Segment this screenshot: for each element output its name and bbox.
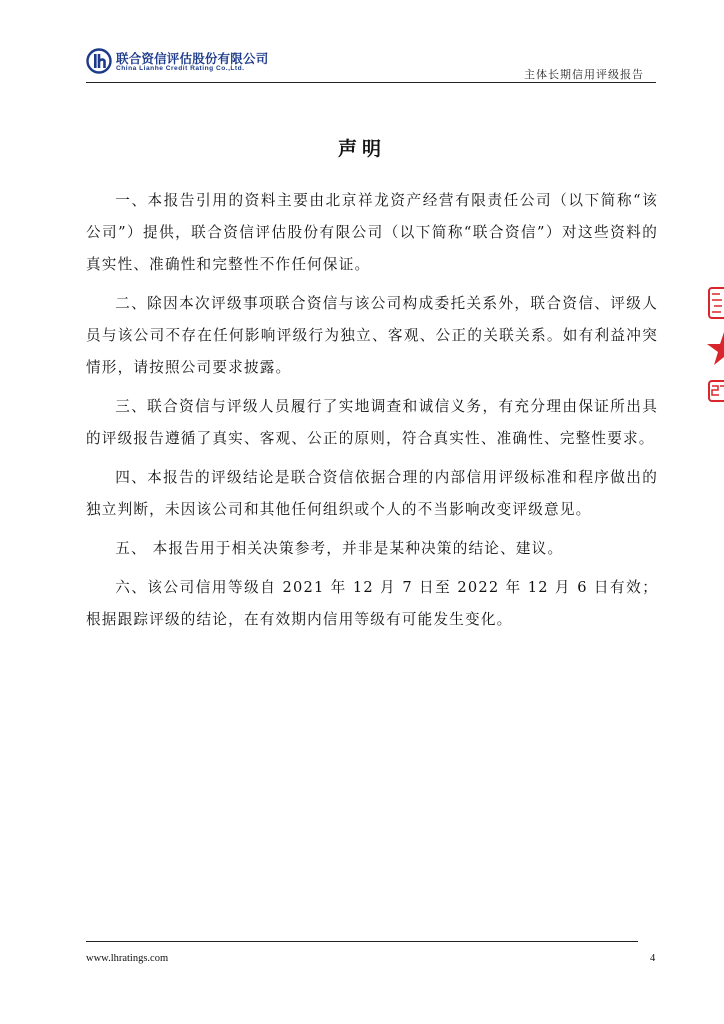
statement-paragraph: 四、本报告的评级结论是联合资信依据合理的内部信用评级标准和程序做出的独立判断，未因该公司和其他任何组织或个人的不当影响改变评级意见。 [86, 469, 658, 518]
page-title: 声明 [337, 138, 386, 160]
statement-body [86, 185, 658, 643]
statement-paragraph: 一、本报告引用的资料主要由北京祥龙资产经营有限责任公司（以下简称“该公司”）提供，联合资信评估股份有限公司（以下简称“联合资信”）对这些资料的真实性、准确性和完整性不作任何保证。 [86, 192, 658, 273]
page-header [86, 44, 656, 84]
page-number: 4 [650, 953, 656, 964]
footer-divider [86, 941, 638, 942]
company-logo [86, 48, 286, 78]
statement-paragraph: 五、 本报告用于相关决策参考，并非是某种决策的结论、建议。 [115, 540, 564, 557]
statement-paragraph: 三、联合资信与评级人员履行了实地调查和诚信义务，有充分理由保证所出具的评级报告遵循了真实、客观、公正的原则，符合真实性、准确性、完整性要求。 [86, 398, 658, 447]
company-name-en: China Lianhe Credit Rating Co.,Ltd. [116, 65, 245, 72]
report-type: 主体长期信用评级报告 [524, 68, 644, 81]
company-name-cn: 联合资信评估股份有限公司 [116, 51, 269, 66]
header-divider [86, 82, 656, 83]
red-seal-icon [706, 286, 724, 406]
statement-paragraph: 六、该公司信用等级自 2021 年 12 月 7 日至 2022 年 12 月 6 日有效；根据跟踪评级的结论，在有效期内信用等级有可能发生变化。 [86, 579, 658, 628]
statement-paragraph: 二、除因本次评级事项联合资信与该公司构成委托关系外，联合资信、评级人员与该公司不存在任何影响评级行为独立、客观、公正的关联关系。如有利益冲突情形，请按照公司要求披露。 [86, 295, 658, 376]
footer-website: www.lhratings.com [86, 953, 169, 964]
lianhe-logo-icon [86, 48, 112, 74]
